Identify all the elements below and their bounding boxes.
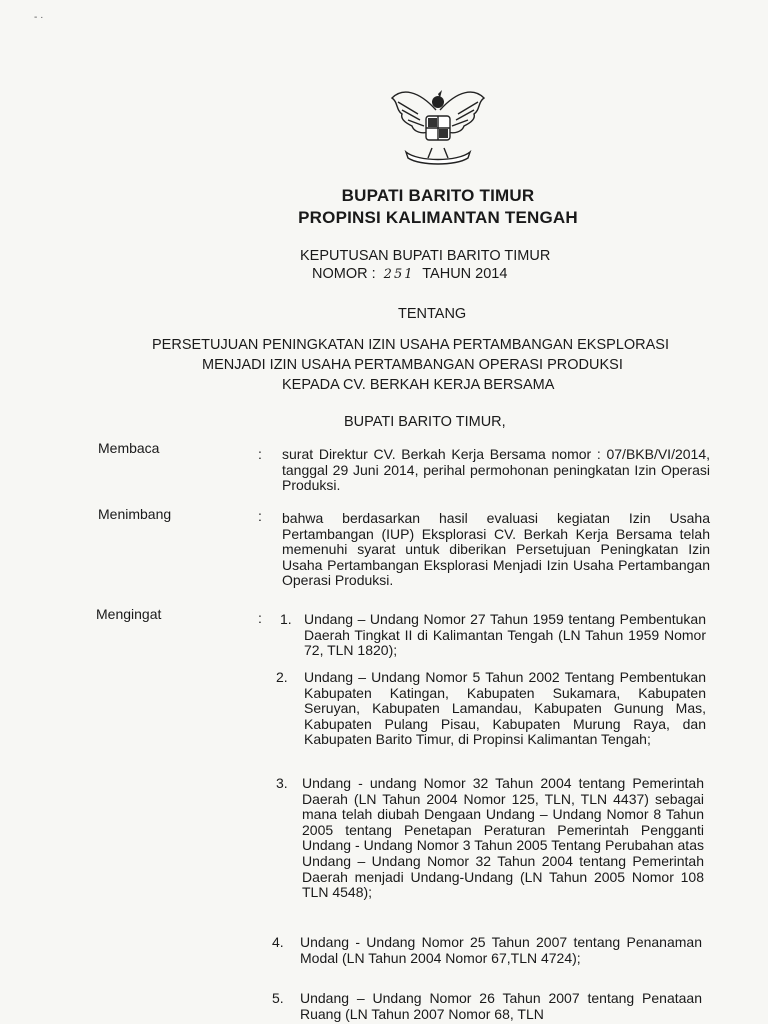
tahun-label: TAHUN 2014 [422,266,508,282]
mengingat-item-4: Undang - Undang Nomor 25 Tahun 2007 tentang Penanaman Modal (LN Tahun 2004 Nomor 67,TLN 4724); [300,934,702,966]
scan-mark: - · [34,12,44,23]
menimbang-label: Menimbang [98,506,172,522]
decree-title: KEPUTUSAN BUPATI BARITO TIMUR [300,248,551,264]
mengingat-item-5: Undang – Undang Nomor 26 Tahun 2007 tentang Penataan Ruang (LN Tahun 2007 Nomor 68, TLN [300,990,702,1022]
membaca-label: Membaca [98,440,160,456]
subject-line-1: PERSETUJUAN PENINGKATAN IZIN USAHA PERTAMBANGAN EKSPLORASI [152,337,670,353]
mengingat-item-num-5: 5. [272,990,284,1006]
tentang-heading: TENTANG [398,306,467,322]
mengingat-item-2: Undang – Undang Nomor 5 Tahun 2002 Tentang Pembentukan Kabupaten Katingan, Kabupaten Sukamara, Kabupaten Seruyan, Kabupaten Lamandau, Kabupaten Gunung Mas, Kabupaten Pulang Pisau, Kabupaten Murung Raya, dan Kabupaten Barito Timur, di Propinsi Kalimantan Tengah; [304,669,706,748]
issuer-title: BUPATI BARITO TIMUR [341,186,535,205]
mengingat-item-num-3: 3. [276,775,288,791]
bupati-heading: BUPATI BARITO TIMUR, [344,414,506,430]
decree-number-line [312,266,507,282]
mengingat-label: Mengingat [96,606,162,622]
mengingat-item-1: Undang – Undang Nomor 27 Tahun 1959 tentang Pembentukan Daerah Tingkat II di Kalimantan Tengah (LN Tahun 1959 Nomor 72, TLN 1820); [304,611,706,659]
mengingat-item-3: Undang - undang Nomor 32 Tahun 2004 tentang Pemerintah Daerah (LN Tahun 2004 Nomor 125, TLN, TLN 4437) sebagai mana telah diubah Dengaan Undang – Undang Nomor 8 Tahun 2005 tentang Penetapan Peraturan Pemerintah Pengganti Undang - Undang Nomor 3 Tahun 2005 Tentang Perubahan atas Undang – Undang Nomor 32 Tahun 2004 tentang Pemerintah Daerah menjadi Undang-Undang (LN Tahun 2005 Nomor 108 TLN 4548); [302,775,704,901]
province-title: PROPINSI KALIMANTAN TENGAH [298,208,578,227]
nomor-label: NOMOR : [312,266,376,282]
mengingat-item-num-4: 4. [272,934,284,950]
menimbang-text: bahwa berdasarkan hasil evaluasi kegiatan Izin Usaha Pertambangan (IUP) Eksplorasi CV. Berkah Kerja Bersama telah memenuhi syarat untuk diberikan Persetujuan Peningkatan Izin Usaha Pertambangan Eksplorasi Menjadi Izin Usaha Pertambangan Operasi Produksi. [282,510,710,589]
mengingat-item-num-2: 2. [276,669,288,685]
mengingat-colon: : [258,610,262,626]
subject-line-2: MENJADI IZIN USAHA PERTAMBANGAN OPERASI PRODUKSI [202,357,623,373]
membaca-text: surat Direktur CV. Berkah Kerja Bersama nomor : 07/BKB/VI/2014, tanggal 29 Juni 2014, perihal permohonan peningkatan Izin Operasi Produksi. [282,446,710,494]
menimbang-colon: : [258,508,262,524]
nomor-value: 251 [383,267,415,282]
subject-line-3: KEPADA CV. BERKAH KERJA BERSAMA [282,377,555,393]
garuda-emblem-icon [388,80,488,166]
membaca-colon: : [258,446,262,462]
mengingat-item-num-1: 1. [280,611,292,627]
